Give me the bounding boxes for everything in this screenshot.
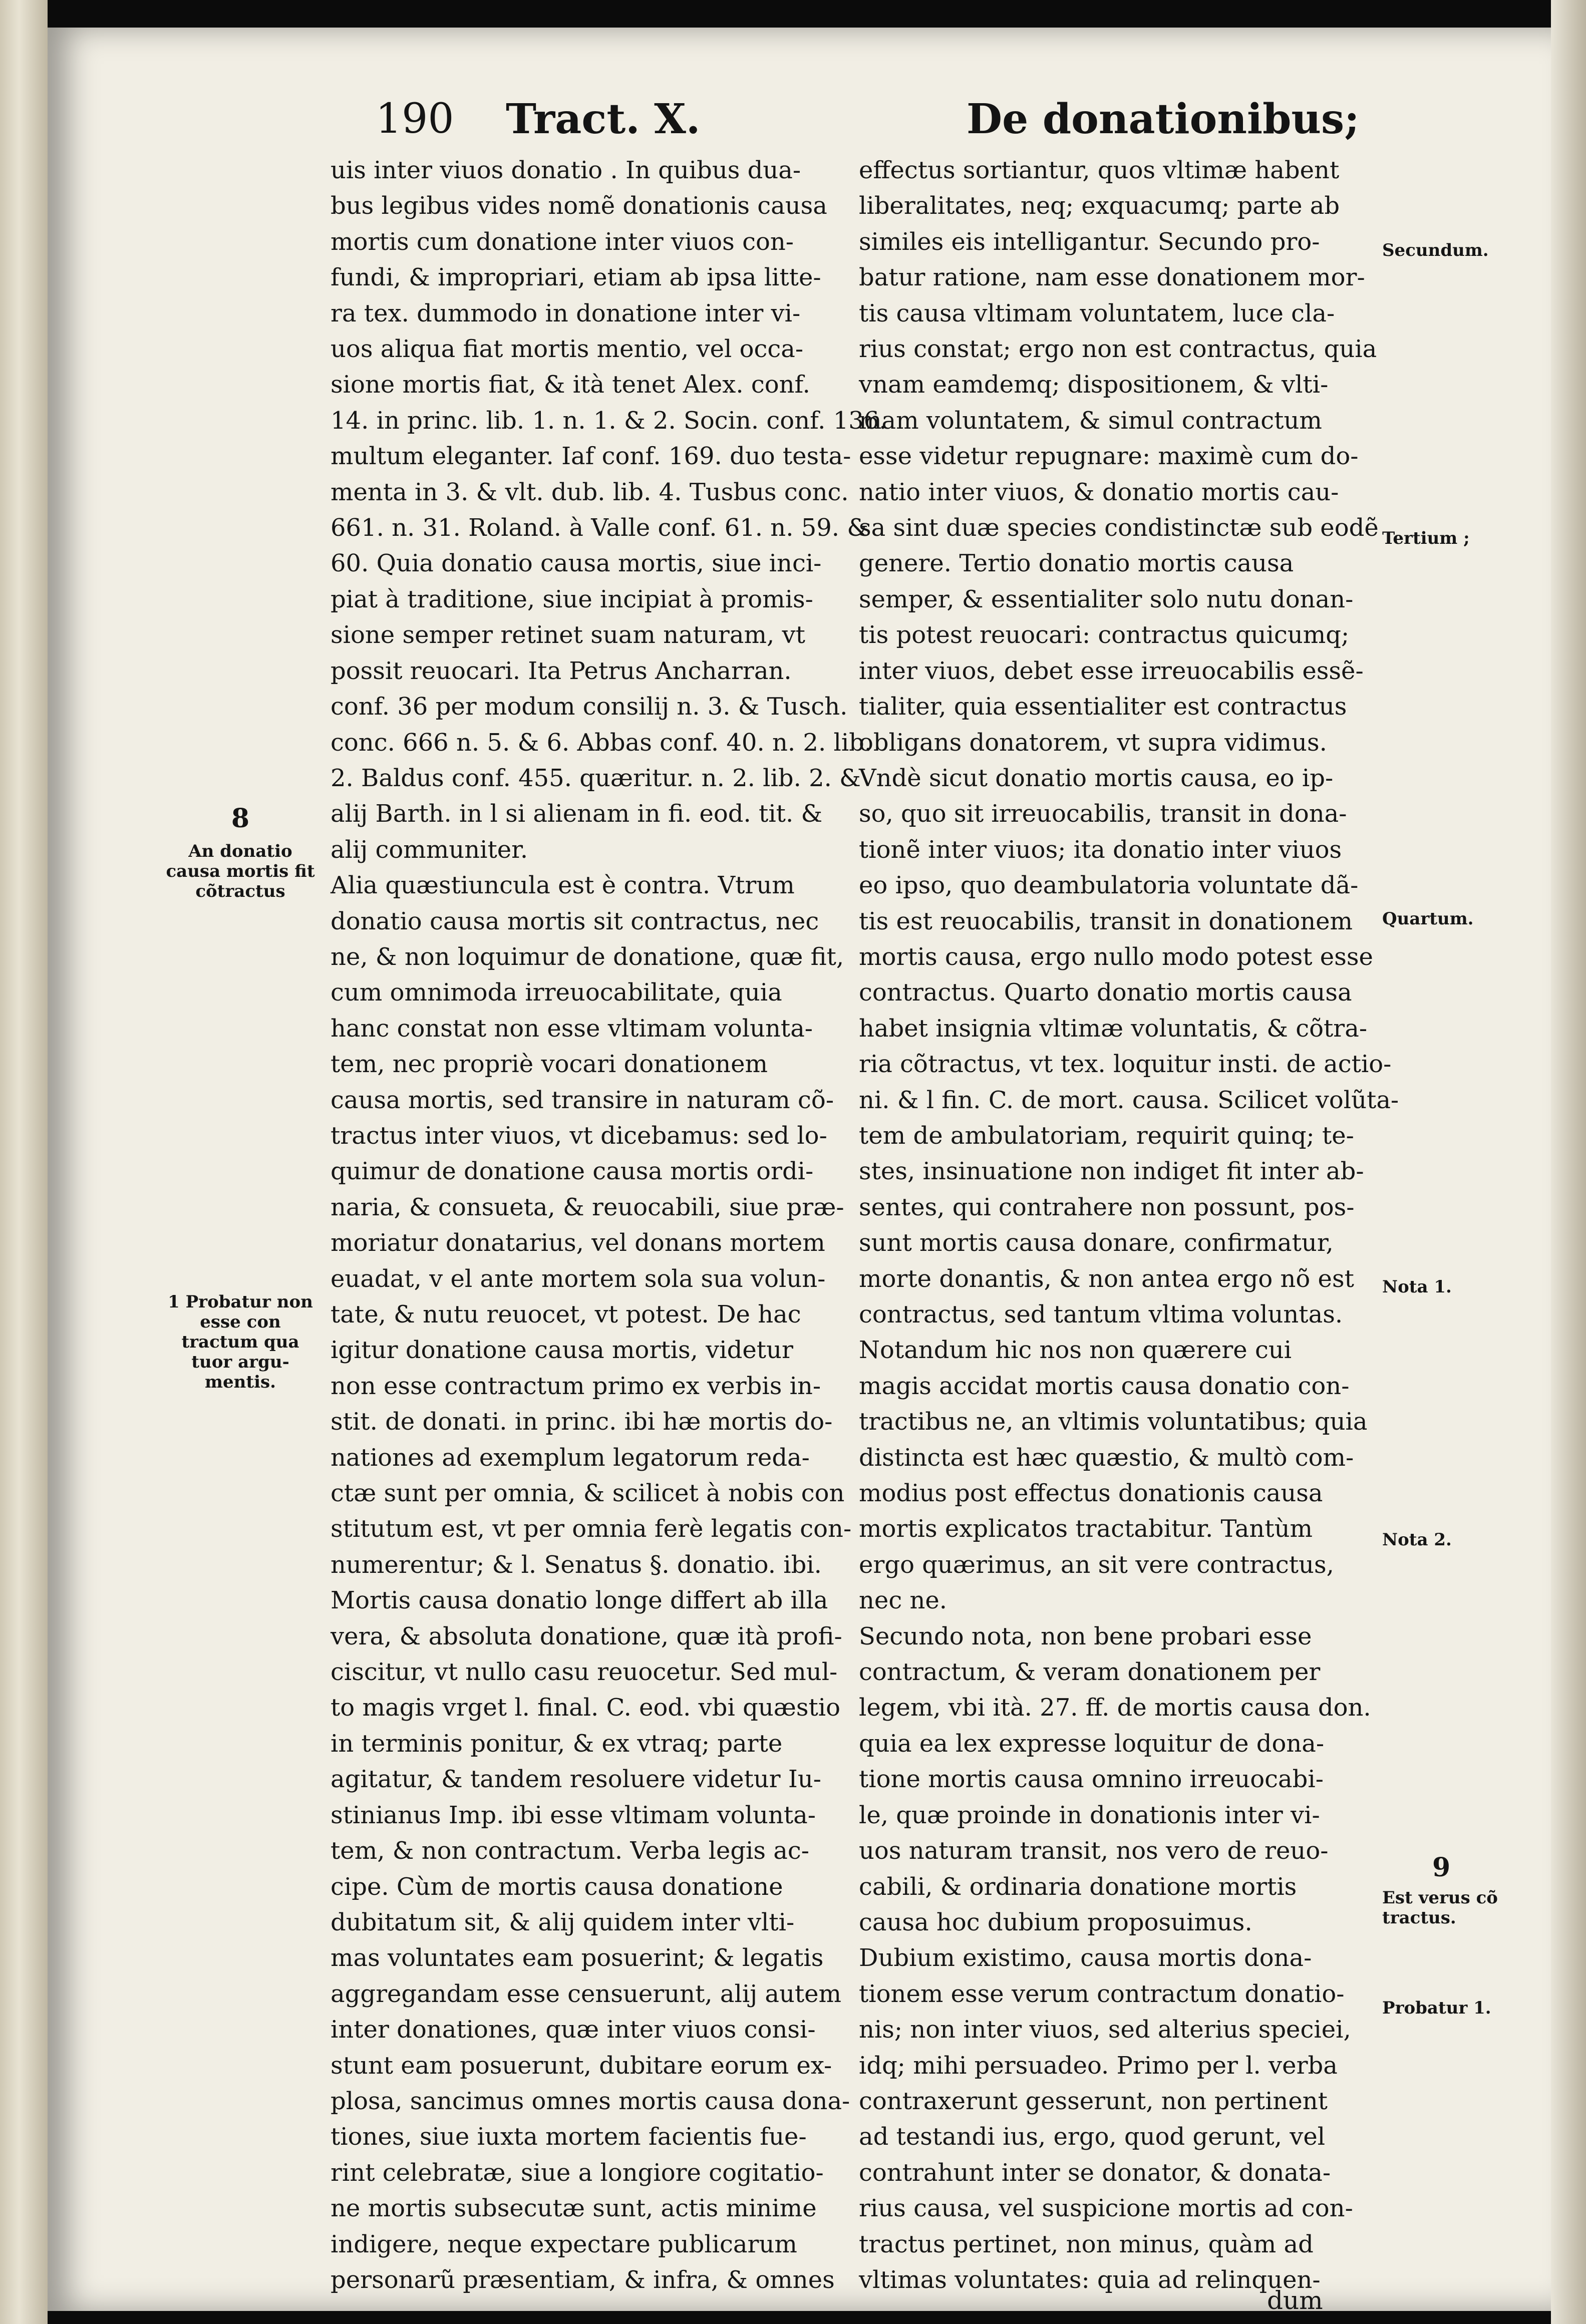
text-line: 14. in princ. lib. 1. n. 1. & 2. Socin. conf. 136. — [331, 406, 887, 435]
text-line: vnam eamdemq; dispositionem, & vlti- — [859, 371, 1329, 399]
text-line: batur ratione, nam esse donationem mor- — [859, 263, 1365, 292]
text-line: mortis explicatos tractabitur. Tantùm — [859, 1515, 1313, 1543]
text-line: rius causa, vel suspicione mortis ad con- — [859, 2194, 1353, 2223]
text-line: piat à traditione, siue incipiat à promis- — [331, 585, 813, 613]
text-line: ria cõtractus, vt tex. loquitur insti. de actio- — [859, 1050, 1392, 1079]
text-line: contractus. Quarto donatio mortis causa — [859, 978, 1352, 1007]
margin-note-secundum: Secundum. — [1382, 240, 1489, 260]
margin-note-tertium: Tertium ; — [1382, 528, 1470, 548]
text-line: similes eis intelligantur. Secundo pro- — [859, 227, 1320, 256]
text-line: moriatur donatarius, vel donans mortem — [331, 1229, 825, 1257]
text-line: effectus sortiantur, quos vltimæ habent — [859, 156, 1340, 184]
text-line: tis est reuocabilis, transit in donationem — [859, 907, 1353, 935]
text-line: nationes ad exemplum legatorum reda- — [331, 1443, 810, 1472]
page-fore-edge — [0, 0, 48, 2324]
text-line: ne, & non loquimur de donatione, quæ fit, — [331, 942, 844, 971]
text-line: tractus inter viuos, vt dicebamus: sed lo- — [331, 1121, 827, 1150]
text-line: naria, & consueta, & reuocabili, siue præ- — [331, 1193, 844, 1221]
text-line: personarũ præsentiam, & infra, & omnes — [331, 2265, 835, 2294]
text-line: tionem esse verum contractum donatio- — [859, 1979, 1345, 2008]
text-line: tione mortis causa omnino irreuocabi- — [859, 1765, 1324, 1794]
text-line: indigere, neque expectare publicarum — [331, 2230, 797, 2258]
text-line: agitatur, & tandem resoluere videtur Iu- — [331, 1765, 821, 1794]
text-line: fundi, & impropriari, etiam ab ipsa litte- — [331, 263, 821, 292]
text-line: rius constat; ergo non est contractus, quia — [859, 335, 1377, 364]
margin-note-probatur: 1 Probatur non esse con tractum qua tuor argu- mentis. — [168, 1292, 313, 1392]
text-line: legem, vbi ità. 27. ff. de mortis causa don. — [859, 1694, 1371, 1722]
margin-note-an-donatio: An donatio causa mortis fit cõtractus — [166, 841, 315, 901]
text-line: aggregandam esse censuerunt, alij autem — [331, 1979, 842, 2008]
text-line: tis potest reuocari: contractus quicumq; — [859, 621, 1350, 649]
text-line: contraxerunt gesserunt, non pertinent — [859, 2087, 1328, 2115]
margin-note-nota-2: Nota 2. — [1382, 1530, 1452, 1550]
text-line: modius post effectus donationis causa — [859, 1479, 1323, 1508]
text-line: 2. Baldus conf. 455. quæritur. n. 2. lib. 2. & — [331, 764, 861, 792]
text-line: conf. 36 per modum consilij n. 3. & Tusch. — [331, 693, 848, 721]
text-line: ctæ sunt per omnia, & scilicet à nobis con — [331, 1479, 845, 1508]
text-line: nis; non inter viuos, sed alterius speciei, — [859, 2016, 1351, 2044]
text-line: rint celebratæ, siue a longiore cogitatio- — [331, 2158, 824, 2187]
text-line: causa hoc dubium proposuimus. — [859, 1908, 1252, 1936]
text-line: 661. n. 31. Roland. à Valle conf. 61. n. 59. & — [331, 514, 869, 542]
text-line: habet insignia vltimæ voluntatis, & cõtra- — [859, 1014, 1368, 1043]
text-line: 60. Quia donatio causa mortis, siue inci- — [331, 549, 822, 578]
text-line: quia ea lex expresse loquitur de dona- — [859, 1729, 1325, 1758]
text-line: tem de ambulatoriam, requirit quinq; te- — [859, 1121, 1354, 1150]
text-line: ni. & l fin. C. de mort. causa. Scilicet volũta- — [859, 1086, 1399, 1114]
margin-note-number-8: 8 — [231, 803, 250, 834]
text-line: tis causa vltimam voluntatem, luce cla- — [859, 299, 1335, 327]
text-line: quimur de donatione causa mortis ordi- — [331, 1157, 814, 1186]
text-line: Notandum hic nos non quærere cui — [859, 1336, 1292, 1365]
text-line: genere. Tertio donatio mortis causa — [859, 549, 1294, 578]
text-line: tractibus ne, an vltimis voluntatibus; quia — [859, 1408, 1368, 1436]
text-line: contractum, & veram donationem per — [859, 1658, 1321, 1687]
text-line: Dubium existimo, causa mortis dona- — [859, 1944, 1312, 1972]
text-line: sione semper retinet suam naturam, vt — [331, 621, 805, 649]
text-line: ne mortis subsecutæ sunt, actis minime — [331, 2194, 817, 2223]
text-line: igitur donatione causa mortis, videtur — [331, 1336, 793, 1365]
text-line: euadat, v el ante mortem sola sua volun- — [331, 1264, 826, 1293]
text-line: sione mortis fiat, & ità tenet Alex. conf. — [331, 371, 810, 399]
text-line: distincta est hæc quæstio, & multò com- — [859, 1443, 1354, 1472]
text-line: dubitatum sit, & alij quidem inter vlti- — [331, 1908, 795, 1936]
text-line: eo ipso, quo deambulatoria voluntate dã- — [859, 871, 1359, 900]
text-line: ciscitur, vt nullo casu reuocetur. Sed mul- — [331, 1658, 838, 1687]
text-line: causa mortis, sed transire in naturam cõ- — [331, 1086, 834, 1114]
text-line: stunt eam posuerunt, dubitare eorum ex- — [331, 2051, 832, 2080]
text-line: ad testandi ius, ergo, quod gerunt, vel — [859, 2123, 1326, 2151]
text-line: inter donationes, quæ inter viuos consi- — [331, 2016, 816, 2044]
text-line: tem, & non contractum. Verba legis ac- — [331, 1837, 810, 1865]
text-line: to magis vrget l. final. C. eod. vbi quæstio — [331, 1694, 841, 1722]
text-line: cabili, & ordinaria donatione mortis — [859, 1872, 1297, 1901]
page-number: 190 — [376, 95, 454, 143]
text-line: sentes, qui contrahere non possunt, pos- — [859, 1193, 1355, 1221]
text-line: multum eleganter. Iaf conf. 169. duo testa- — [331, 442, 851, 471]
text-line: contractus, sed tantum vltima voluntas. — [859, 1300, 1343, 1329]
text-line: menta in 3. & vlt. dub. lib. 4. Tusbus conc. — [331, 478, 849, 506]
text-line: contrahunt inter se donator, & donata- — [859, 2158, 1331, 2187]
text-line: tiones, siue iuxta mortem facientis fue- — [331, 2123, 807, 2151]
text-line: Secundo nota, non bene probari esse — [859, 1622, 1312, 1650]
text-line: alij communiter. — [331, 835, 528, 864]
text-line: donatio causa mortis sit contractus, nec — [331, 907, 819, 935]
text-line: stes, insinuatione non indiget fit inter ab- — [859, 1157, 1364, 1186]
text-line: liberalitates, neq; exquacumq; parte ab — [859, 192, 1340, 220]
text-line: conc. 666 n. 5. & 6. Abbas conf. 40. n. 2. lib. — [331, 728, 872, 757]
facing-page-edge — [1551, 0, 1586, 2324]
text-line: bus legibus vides nomẽ donationis causa — [331, 192, 827, 220]
text-line: morte donantis, & non antea ergo nõ est — [859, 1264, 1354, 1293]
margin-note-est-verus: Est verus cõ tractus. — [1382, 1888, 1498, 1928]
text-line: mortis causa, ergo nullo modo potest esse — [859, 942, 1373, 971]
text-line: tractus pertinet, non minus, quàm ad — [859, 2230, 1314, 2258]
text-line: so, quo sit irreuocabilis, transit in dona- — [859, 800, 1347, 828]
tractate-label: Tract. X. — [506, 95, 701, 143]
text-line: hanc constat non esse vltimam volunta- — [331, 1014, 813, 1043]
text-line: numerentur; & l. Senatus §. donatio. ibi. — [331, 1550, 822, 1579]
text-line: vera, & absoluta donatione, quæ ità profi- — [331, 1622, 842, 1650]
margin-note-nota-1: Nota 1. — [1382, 1277, 1452, 1297]
margin-note-number-9: 9 — [1432, 1852, 1451, 1883]
text-line: ra tex. dummodo in donatione inter vi- — [331, 299, 801, 327]
text-line: uos aliqua fiat mortis mentio, vel occa- — [331, 335, 804, 364]
text-line: Mortis causa donatio longe differt ab illa — [331, 1586, 828, 1615]
text-line: idq; mihi persuadeo. Primo per l. verba — [859, 2051, 1338, 2080]
text-line: Alia quæstiuncula est è contra. Vtrum — [331, 871, 795, 900]
section-title: De donationibus; — [967, 95, 1360, 143]
text-line: uis inter viuos donatio . In quibus dua- — [331, 156, 801, 184]
text-line: stit. de donati. in princ. ibi hæ mortis do- — [331, 1408, 833, 1436]
text-line: inter viuos, debet esse irreuocabilis essẽ- — [859, 656, 1364, 685]
text-line: semper, & essentialiter solo nutu donan- — [859, 585, 1354, 613]
right-text-column — [859, 153, 1399, 2298]
text-line: sa sint duæ species condistinctæ sub eodẽ — [859, 514, 1379, 542]
text-line: tem, nec propriè vocari donationem — [331, 1050, 768, 1079]
text-line: possit reuocari. Ita Petrus Ancharran. — [331, 656, 792, 685]
text-line: tate, & nutu reuocet, vt potest. De hac — [331, 1300, 801, 1329]
text-line: ergo quærimus, an sit vere contractus, — [859, 1550, 1334, 1579]
text-line: mas voluntates eam posuerint; & legatis — [331, 1944, 824, 1972]
text-line: stinianus Imp. ibi esse vltimam volunta- — [331, 1801, 816, 1829]
text-line: plosa, sancimus omnes mortis causa dona- — [331, 2087, 850, 2115]
catchword: dum — [1267, 2286, 1323, 2315]
text-line: sunt mortis causa donare, confirmatur, — [859, 1229, 1334, 1257]
text-line: alij Barth. in l si alienam in fi. eod. tit. & — [331, 800, 823, 828]
text-line: mam voluntatem, & simul contractum — [859, 406, 1322, 435]
text-line: magis accidat mortis causa donatio con- — [859, 1372, 1350, 1400]
text-line: nec ne. — [859, 1586, 947, 1615]
text-line: cum omnimoda irreuocabilitate, quia — [331, 978, 782, 1007]
text-line: in terminis ponitur, & ex vtraq; parte — [331, 1729, 783, 1758]
text-line: uos naturam transit, nos vero de reuo- — [859, 1837, 1329, 1865]
margin-note-probatur-1: Probatur 1. — [1382, 1998, 1491, 2018]
text-line: vltimas voluntates: quia ad relinquen- — [859, 2265, 1321, 2294]
text-line: cipe. Cùm de mortis causa donatione — [331, 1872, 783, 1901]
text-line: natio inter viuos, & donatio mortis cau- — [859, 478, 1339, 506]
text-line: Vndè sicut donatio mortis causa, eo ip- — [859, 764, 1334, 792]
left-text-column — [331, 153, 887, 2298]
margin-note-quartum: Quartum. — [1382, 909, 1474, 929]
text-line: tialiter, quia essentialiter est contractus — [859, 693, 1347, 721]
text-line: stitutum est, vt per omnia ferè legatis con- — [331, 1515, 852, 1543]
text-line: non esse contractum primo ex verbis in- — [331, 1372, 821, 1400]
text-line: esse videtur repugnare: maximè cum do- — [859, 442, 1359, 471]
text-line: le, quæ proinde in donationis inter vi- — [859, 1801, 1320, 1829]
text-line: tionẽ inter viuos; ita donatio inter viuos — [859, 835, 1342, 864]
running-header — [376, 95, 1360, 150]
text-line: obligans donatorem, vt supra vidimus. — [859, 728, 1327, 757]
text-line: mortis cum donatione inter viuos con- — [331, 227, 794, 256]
